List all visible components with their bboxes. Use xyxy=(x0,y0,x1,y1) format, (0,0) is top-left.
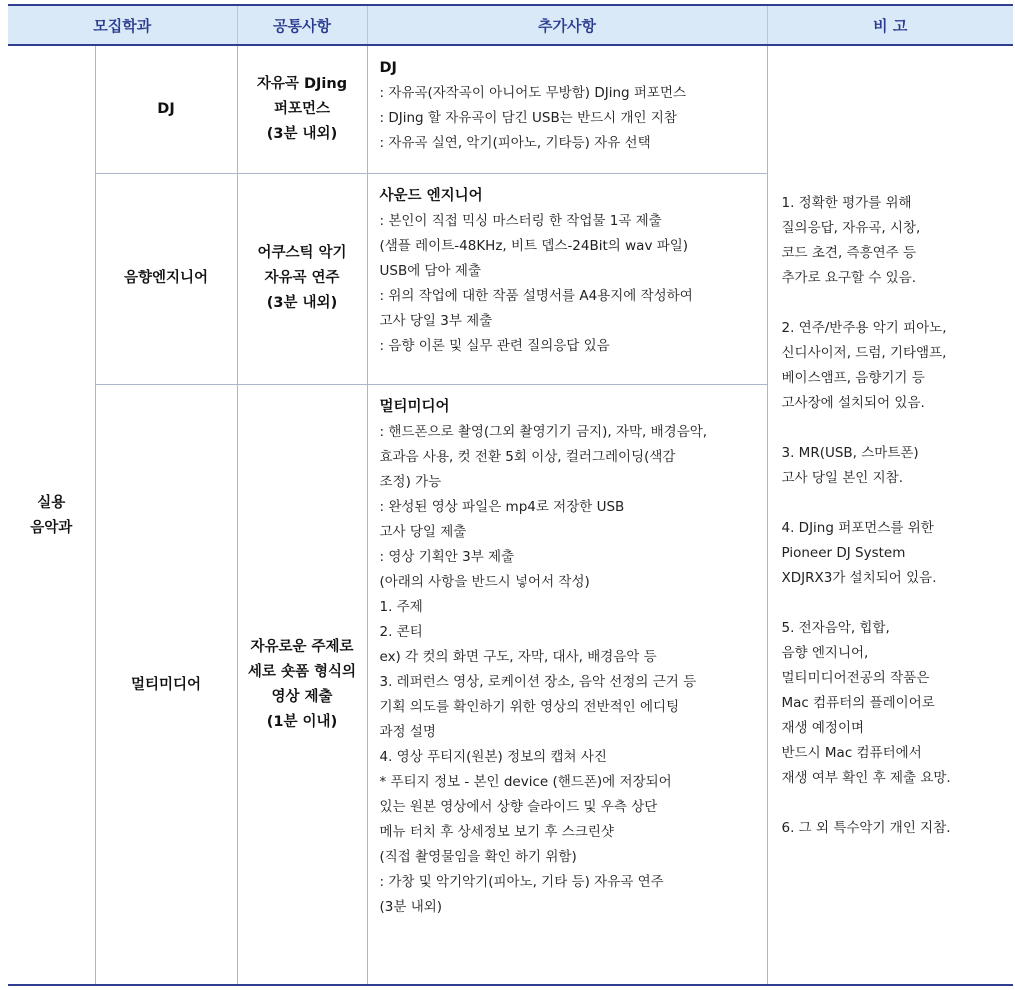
detail-body: : 본인이 직접 믹싱 마스터링 한 작업물 1곡 제출 (샘플 레이트-48KHz, 비트 뎁스-24Bit의 wav 파일) USB에 담아 제출 : 위의 작업에 대한 작품 설명서를 A4용지에 작성하여 고사 당일 3부 제출 : 음향 이론 및 실무 관련 질의응답 있음 xyxy=(379,212,693,354)
major-name: 음향엔지니어 xyxy=(95,173,237,384)
admission-requirements-table xyxy=(8,4,1013,986)
header-dept: 모집학과 xyxy=(8,5,237,45)
header-row xyxy=(8,5,1013,45)
header-common: 공통사항 xyxy=(237,5,367,45)
header-remarks: 비 고 xyxy=(767,5,1013,45)
table-bottom-border xyxy=(8,984,1013,986)
major-name: DJ xyxy=(95,45,237,173)
detail-title: 멀티미디어 xyxy=(379,398,450,415)
detail-title: DJ xyxy=(379,60,397,76)
major-name: 멀티미디어 xyxy=(95,384,237,986)
table-row xyxy=(8,45,1013,173)
common-requirement: 어쿠스틱 악기 자유곡 연주 (3분 내외) xyxy=(237,173,367,384)
additional-detail xyxy=(367,384,767,986)
additional-detail xyxy=(367,45,767,173)
common-requirement: 자유곡 DJing 퍼포먼스 (3분 내외) xyxy=(237,45,367,173)
common-requirement: 자유로운 주제로 세로 숏폼 형식의 영상 제출 (1분 이내) xyxy=(237,384,367,986)
department-cell: 실용 음악과 xyxy=(30,495,73,536)
detail-body: : 핸드폰으로 촬영(그외 촬영기기 금지), 자막, 배경음악, 효과음 사용, 컷 전환 5회 이상, 컬러그레이딩(색감 조정) 가능 : 완성된 영상 파일은 mp4로 저장한 USB 고사 당일 제출 : 영상 기획안 3부 제출 (아래의 사항을 반드시 넣어서 작성) 1. 주제 2. 콘티 ex) 각 컷의 화면 구도, 자막, 대사, 배경음악 등 3. 레퍼런스 영상, 로케이션 장소, 음악 선정의 근거 등 기획 의도를 확인하기 위한 영상의 전반적인 에디팅 과정 설명 4. 영상 푸티지(원본) 정보의 캡쳐 사진 * 푸티지 정보 - 본인 device (핸드폰)에 저장되어 있는 원본 영상에서 상향 슬라이드 및 우측 상단 메뉴 터치 후 상세정보 보기 후 스크린샷 (직접 촬영물임을 확인 하기 위함) : 가창 및 악기악기(피아노, 기타 등) 자유곡 연주 (3분 내외) xyxy=(379,423,708,915)
additional-detail xyxy=(367,173,767,384)
remarks-cell: 1. 정확한 평가를 위해 질의응답, 자유곡, 시창, 코드 초견, 즉흥연주 등 추가로 요구할 수 있음. 2. 연주/반주용 악기 피아노, 신디사이저, 드럼, 기타앰프, 베이스앰프, 음향기기 등 고사장에 설치되어 있음. 3. MR(USB, 스마트폰) 고사 당일 본인 지참. 4. DJing 퍼포먼스를 위한 Pioneer DJ System XDJRX3가 설치되어 있음. 5. 전자음악, 힙합, 음향 엔지니어, 멀티미디어전공의 작품은 Mac 컴퓨터의 플레이어로 재생 예정이며 반드시 Mac 컴퓨터에서 재생 여부 확인 후 제출 요망. 6. 그 외 특수악기 개인 지참. xyxy=(767,45,1013,986)
detail-title: 사운드 엔지니어 xyxy=(379,187,483,204)
detail-body: : 자유곡(자작곡이 아니어도 무방함) DJing 퍼포먼스 : DJing 할 자유곡이 담긴 USB는 반드시 개인 지참 : 자유곡 실연, 악기(피아노, 기타등) 자유 선택 xyxy=(379,85,687,151)
header-additional: 추가사항 xyxy=(367,5,767,45)
